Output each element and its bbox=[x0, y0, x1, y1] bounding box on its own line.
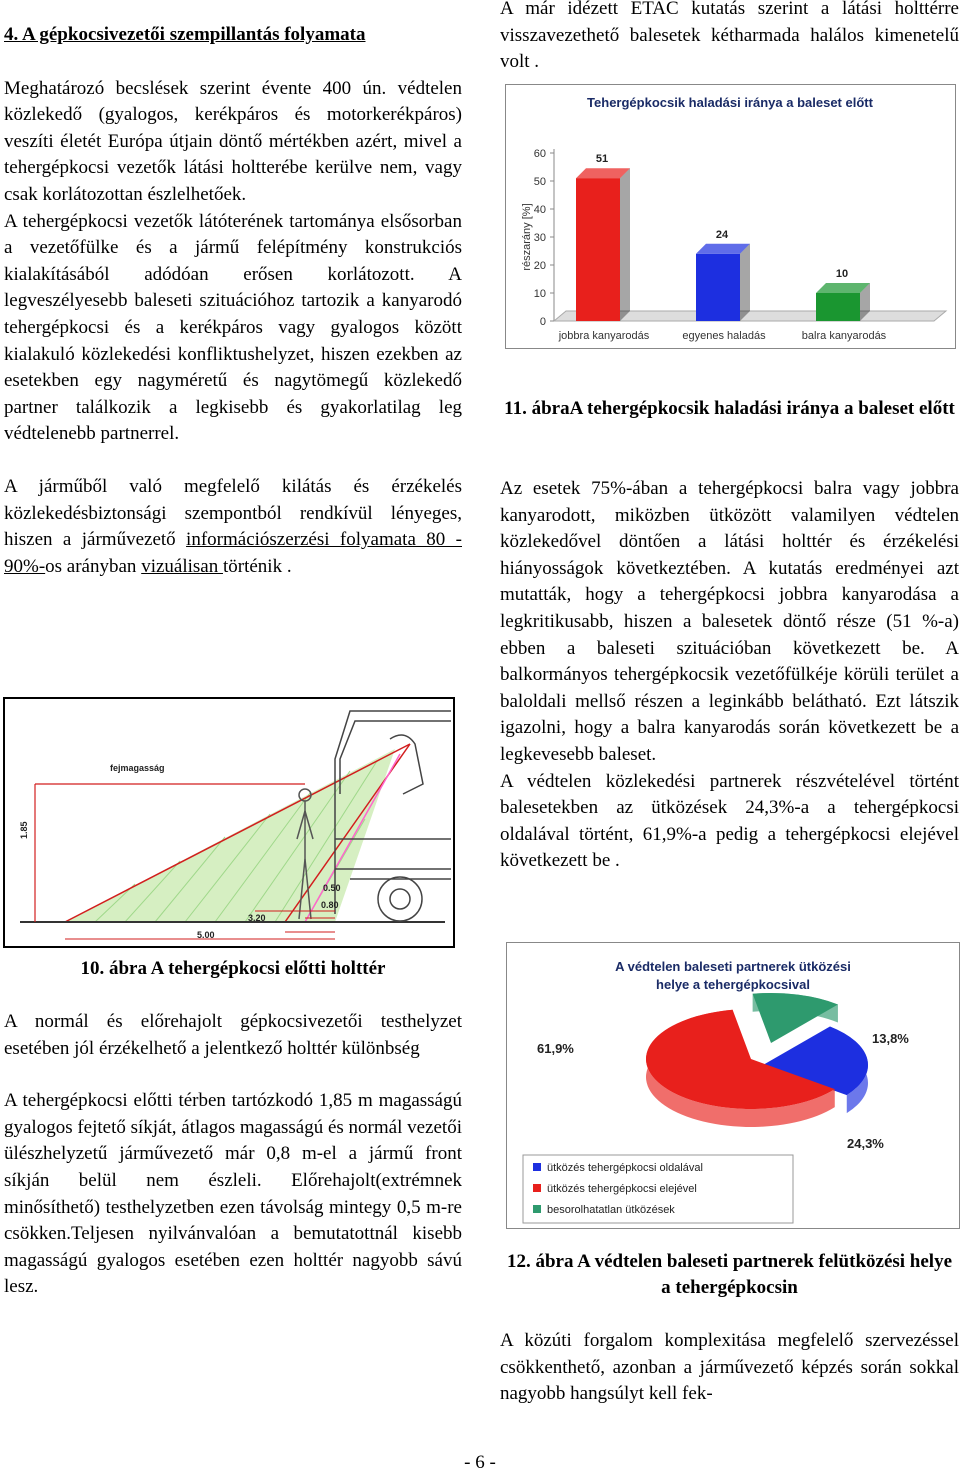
category-label: balra kanyarodás bbox=[801, 330, 887, 342]
y-tick-label: 0 bbox=[539, 316, 546, 328]
legend-label: ütközés tehergépkocsi elejével bbox=[547, 1183, 697, 1195]
figure-10-caption: 10. ábra A tehergépkocsi előtti holttér bbox=[80, 958, 386, 979]
pie-value-label: 61,9% bbox=[537, 1041, 574, 1056]
bar-value-label: 24 bbox=[715, 228, 729, 241]
legend-swatch bbox=[533, 1205, 541, 1213]
pie-chart bbox=[507, 943, 959, 1228]
bar bbox=[816, 293, 860, 321]
legend-label: ütközés tehergépkocsi oldalával bbox=[547, 1162, 703, 1174]
section-heading: 4. A gépkocsivezetői szempillantás folyamata bbox=[4, 24, 366, 45]
paragraph-3 bbox=[4, 474, 462, 580]
label-1-85: 1.85 bbox=[19, 821, 29, 839]
figure-12-chart bbox=[506, 942, 960, 1229]
y-tick-label: 30 bbox=[533, 232, 546, 244]
right-intro bbox=[500, 0, 959, 76]
paragraph-3-c: történik . bbox=[222, 555, 292, 577]
pie-chart-title: A védtelen baleseti partnerek ütközési helye a tehergépkocsival bbox=[615, 959, 851, 992]
paragraph-1: Meghatározó becslések szerint évente 400 ún. védtelen közlekedő (gyalogos, kerékpáros és motorkerékpáros) veszíti életét Európa útjain döntő mértékben azért, mivel a tehergépkocsi vezetők látási holtterébe kerülve nem, vagy csak korlátozottan észlelhetőek. bbox=[4, 77, 462, 205]
right-paragraph-3: A közúti forgalom komplexitása megfelelő szervezéssel csökkenthető, azonban a járművezető képzés során sokkal nagyobb hangsúlyt kell fek- bbox=[500, 1330, 959, 1405]
legend-label: besorolhatatlan ütközések bbox=[547, 1204, 675, 1216]
paragraph-5: A tehergépkocsi előtti térben tartózkodó 1,85 m magasságú gyalogos fejtető síkját, átlagos magasságú és normál vezetői ülészhelyzetű járművezető már 0,8 m-el a jármű front síkján belül nem észleli. Előrehajolt(extrémnek minősíthető) testhelyzetben ezen távolság mintegy 0,5 m-re csökken.Teljesen nyilvánvalóan a bemutatottnál kisebb magasságú gyalogos esetében ezen holttér nagyobb sávú lesz. bbox=[4, 1090, 462, 1298]
bar-side bbox=[740, 244, 750, 321]
paragraph-3-underline-1: információszerzési folyamata 80 - 90%- bbox=[4, 529, 462, 577]
bar-side bbox=[620, 168, 630, 321]
paragraph-3-a: A járműből való megfelelő kilátás és érzékelés közlekedésbiztonsági szempontból rendkívül lényeges, hiszen a járművezető bbox=[4, 475, 462, 551]
figure-11-caption: 11. ábraA tehergépkocsik haladási iránya a baleset előtt bbox=[504, 398, 955, 419]
label-5-00: 5.00 bbox=[197, 930, 215, 940]
page-number: - 6 - bbox=[464, 1452, 496, 1473]
pie-value-label: 13,8% bbox=[872, 1031, 909, 1046]
y-tick-label: 50 bbox=[533, 176, 546, 188]
y-tick-label: 60 bbox=[533, 148, 546, 160]
figure-10-diagram bbox=[3, 697, 455, 948]
bar-chart bbox=[506, 85, 955, 348]
right-column-bottom bbox=[500, 1328, 959, 1408]
right-column-middle bbox=[500, 476, 959, 875]
label-head-height: fejmagasság bbox=[110, 763, 165, 773]
bar-value-label: 51 bbox=[595, 153, 609, 166]
paragraph-4: A normál és előrehajolt gépkocsivezetői testhelyzet esetében jól érzékelhető a jelentkező holttér különbség bbox=[4, 1011, 462, 1059]
blind-spot-diagram bbox=[5, 699, 453, 946]
right-paragraph-1: Az esetek 75%-ában a tehergépkocsi balra vagy jobbra kanyarodott, miközben ütközött valamilyen védtelen közlekedővel döntően a látási holttér és érzékelési hiányosságok következtében. A kutatás eredményei azt mutatták, hogy a tehergépkocsi jobbra kanyarodása a legkritikusabb, hiszen a balesetek döntő része (51 %-a) ebben a baleseti szituációban következett be. A balkormányos tehergépkocsik vezetőfülkéje körüli terület a baloldali mellső részen a leginkább belátható. Ezt látszik igazolni, hogy a balra kanyarodás során következett be a legkevesebb baleset. bbox=[500, 478, 959, 765]
category-label: egyenes haladás bbox=[682, 330, 766, 342]
paragraph-3-b: os arányban bbox=[45, 555, 142, 577]
y-tick-label: 10 bbox=[533, 288, 546, 300]
bar-value-label: 10 bbox=[835, 268, 849, 280]
y-axis-label: részarány [%] bbox=[521, 203, 533, 271]
bar bbox=[696, 254, 740, 321]
figure-11-chart bbox=[505, 84, 956, 349]
label-0-50: 0.50 bbox=[323, 883, 341, 893]
left-column-lower bbox=[4, 1009, 462, 1301]
y-tick-label: 20 bbox=[533, 260, 546, 272]
bar-chart-title: Tehergépkocsik haladási iránya a baleset előtt bbox=[587, 95, 873, 110]
figure-12-caption: 12. ábra A védtelen baleseti partnerek felütközési helye a tehergépkocsin bbox=[506, 1251, 953, 1298]
label-3-20: 3.20 bbox=[248, 913, 266, 923]
category-label: jobbra kanyarodás bbox=[558, 330, 650, 342]
pie-value-label: 24,3% bbox=[847, 1136, 884, 1151]
left-column bbox=[4, 22, 462, 580]
paragraph-2: A tehergépkocsi vezetők látóterének tartománya elsősorban a vezetőfülke és a jármű felépítmény konstrukciós kialakításából adódóan erősen korlátozott. A legveszélyesebb baleseti szituációhoz tartozik a kanyarodó tehergépkocsi és a kerékpáros vagy gyalogos között kialakuló közlekedési konfliktushelyzet, hiszen ezekben az esetekben egy nagyméretű és nagytömegű közlekedő partner találkozik a legkisebb és gyakorlatilag leg védtelenebb partnerrel. bbox=[4, 210, 462, 445]
label-0-80: 0.80 bbox=[321, 900, 339, 910]
bar bbox=[576, 178, 620, 321]
paragraph-3-underline-2: vizuálisan bbox=[141, 555, 223, 577]
right-paragraph-2: A védtelen közlekedési partnerek részvételével történt balesetekben az ütközések 24,3%-a a tehergépkocsi oldalával történt, 61,9%-a pedig a tehergépkocsi elejével következett be . bbox=[500, 770, 959, 872]
legend-swatch bbox=[533, 1184, 541, 1192]
right-paragraph-0: A már idézett ETAC kutatás szerint a látási holttérre visszavezethető balesetek kétharmada halálos kimenetelű volt . bbox=[500, 0, 959, 73]
legend-swatch bbox=[533, 1163, 541, 1171]
y-tick-label: 40 bbox=[533, 204, 546, 216]
